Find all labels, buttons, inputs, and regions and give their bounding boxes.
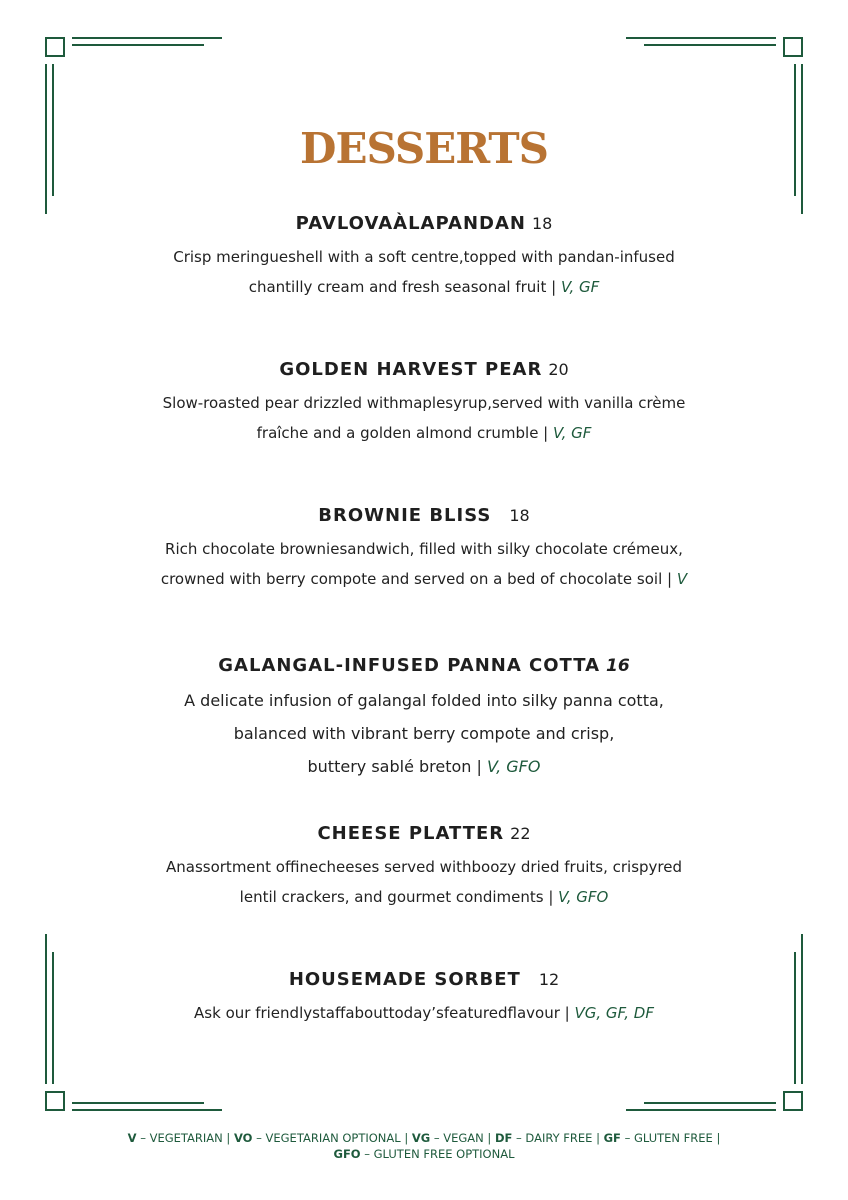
menu-item [0,822,848,912]
dietary-tags: VG, GF, DF [574,1004,654,1022]
item-price: 16 [606,656,630,676]
item-price: 12 [538,970,560,989]
dietary-tags: V, GFO [558,888,609,906]
dietary-legend: V – VEGETARIAN | VO – VEGETARIAN OPTIONAL | VG – VEGAN | DF – DAIRY FREE | GF – GLUTEN FREE | GFO – GLUTEN FREE OPTIONAL [127,1131,721,1161]
item-description: Anassortment offinecheeses served withboozy dried fruits, crispyred lentil crackers, and gourmet condiments | V, GFO [166,858,682,906]
menu-item [0,504,848,594]
item-price: 22 [510,824,531,843]
menu-item [0,968,848,1028]
menu-item [0,358,848,448]
item-name: PAVLOVAÀLAPANDAN 18 [295,213,553,234]
item-name: HOUSEMADE SORBET 12 [288,969,560,990]
dietary-tags: V, GF [553,424,592,442]
item-name: GALANGAL-INFUSED PANNA COTTA 16 [218,655,630,676]
item-description: A delicate infusion of galangal folded into silky panna cotta, balanced with vibrant berry compote and crisp, buttery sablé breton | V, GFO [184,691,664,776]
item-price: 18 [531,214,553,233]
dietary-tags: V [676,570,688,588]
dietary-tags: V, GFO [487,757,541,776]
item-description: Crisp meringueshell with a soft centre,topped with pandan-infused chantilly cream and fresh seasonal fruit | V, GF [173,248,675,296]
item-description: Ask our friendlystaffabouttoday’sfeaturedflavour | VG, GF, DF [194,1004,654,1022]
item-price: 20 [548,360,569,379]
item-description: Rich chocolate browniesandwich, filled with silky chocolate crémeux, crowned with berry compote and served on a bed of chocolate soil | V [160,540,688,588]
item-name: GOLDEN HARVEST PEAR 20 [279,359,569,380]
page-title: DESSERTS [300,124,548,173]
item-name: BROWNIE BLISS 18 [318,505,530,526]
item-name: CHEESE PLATTER 22 [317,823,531,844]
dietary-tags: V, GF [560,278,600,296]
item-description: Slow-roasted pear drizzled withmaplesyrup,served with vanilla crème fraîche and a golden almond crumble | V, GF [162,394,686,442]
item-price: 18 [509,506,530,525]
menu-item [0,212,848,302]
menu-item [0,654,848,783]
